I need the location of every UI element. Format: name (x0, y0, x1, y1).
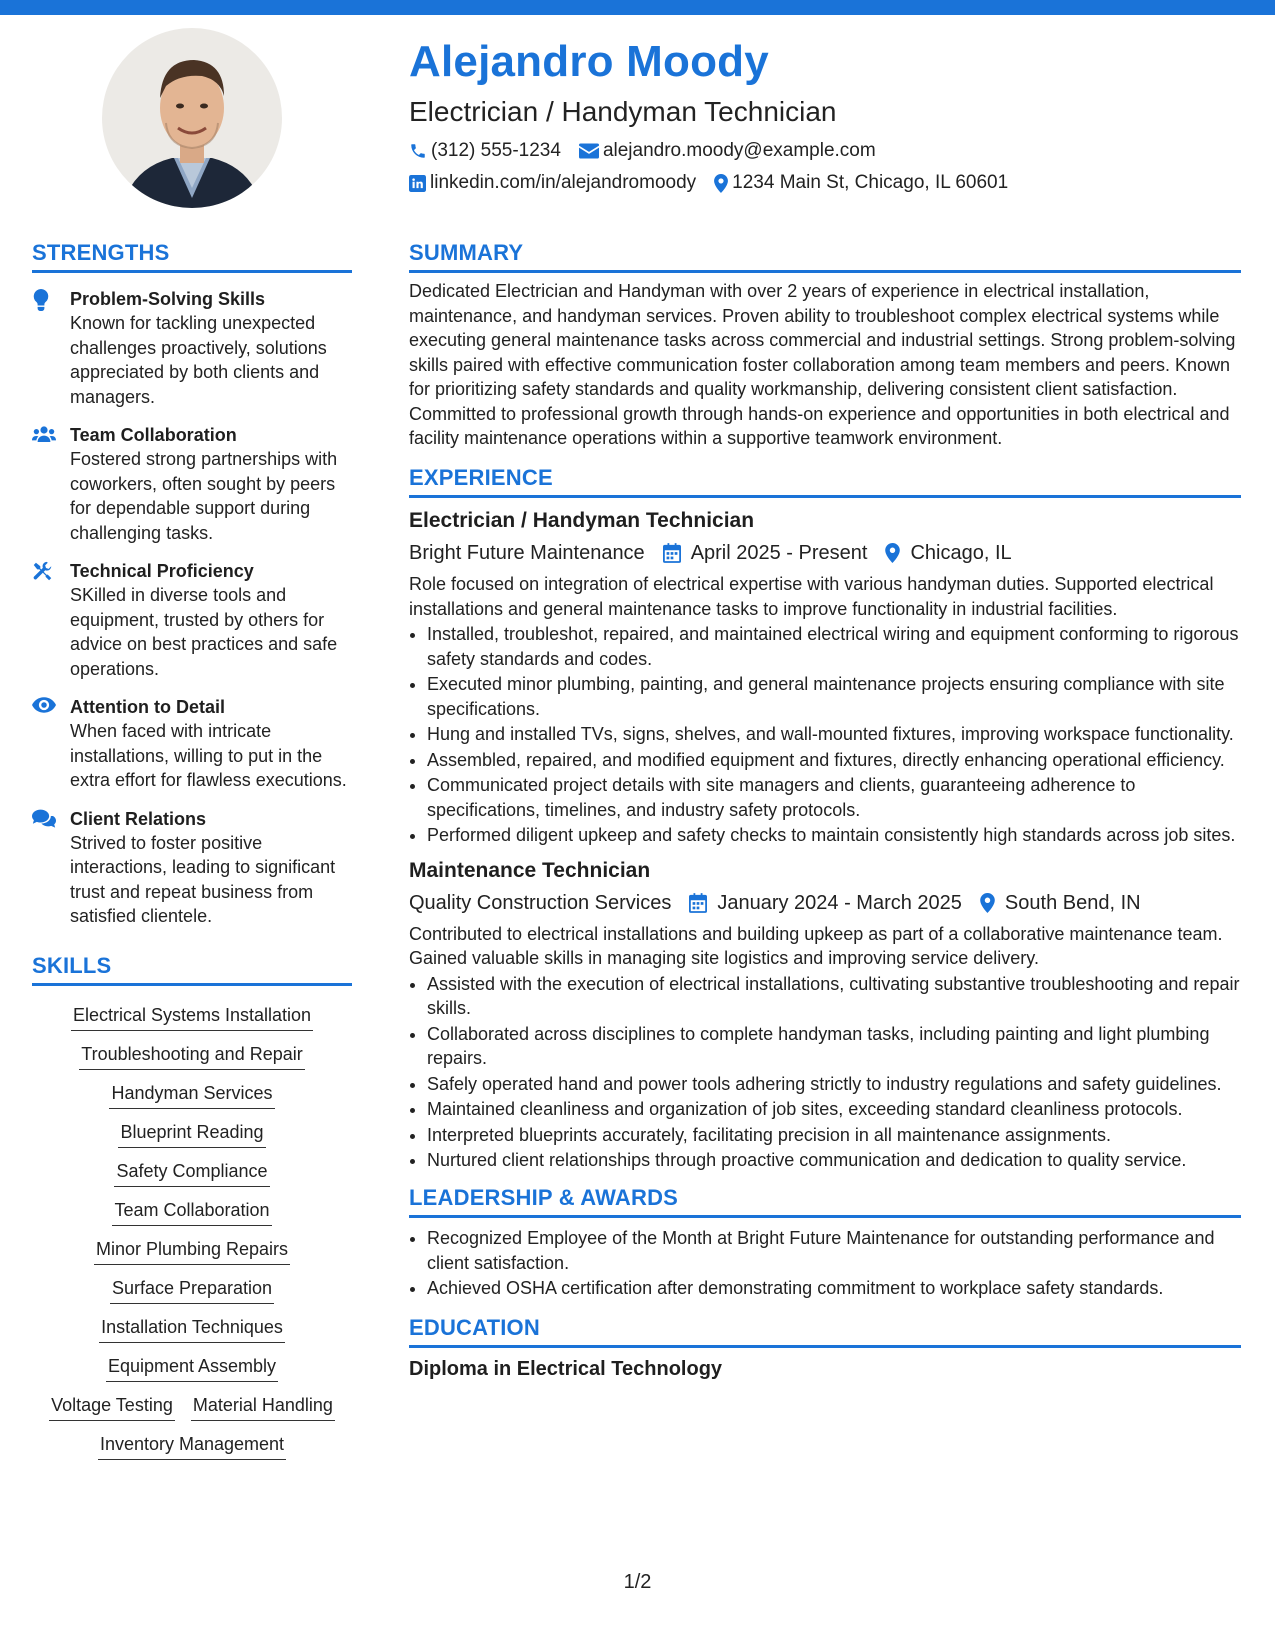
left-column (32, 240, 352, 1460)
job-bullet: • Assembled, repaired, and modified equipment and fixtures, directly enhancing operational efficiency. (427, 748, 1241, 773)
job-bullet: • Communicated project details with site managers and clients, guaranteeing adherence to specifications, timelines, and industry safety protocols. (427, 773, 1241, 822)
candidate-name: Alejandro Moody (409, 37, 769, 86)
profile-photo (102, 28, 282, 208)
strength-item (32, 423, 352, 545)
strength-description: Known for tackling unexpected challenges proactively, solutions appreciated by both clients and managers. (70, 313, 327, 407)
job-dates: January 2024 - March 2025 (717, 891, 962, 914)
calendar-icon (663, 543, 681, 563)
job-bullet: • Maintained cleanliness and organization of job sites, exceeding standard cleanliness protocols. (427, 1097, 1241, 1122)
strength-item (32, 807, 352, 929)
skill-tag: Troubleshooting and Repair (79, 1031, 304, 1070)
strengths-heading: STRENGTHS (32, 240, 352, 273)
skill-tag: Surface Preparation (110, 1265, 274, 1304)
phone-text: (312) 555-1234 (431, 140, 561, 161)
strength-title: Problem-Solving Skills (70, 289, 266, 310)
contact-row-1 (409, 140, 1229, 162)
leadership-bullet: • Achieved OSHA certification after demonstrating commitment to workplace safety standards. (427, 1276, 1241, 1301)
strength-item (32, 559, 352, 681)
linkedin-icon (409, 175, 426, 192)
experience-section (409, 465, 1241, 1173)
linkedin-contact[interactable] (409, 172, 696, 194)
strength-item (32, 695, 352, 793)
strengths-section (32, 240, 352, 929)
job-description: Contributed to electrical installations and building upkeep as part of a collaborative maintenance team. Gained valuable skills in managing site logistics and improving service delivery. (409, 923, 1223, 969)
job-company: Bright Future Maintenance (409, 542, 645, 565)
job-location-item (885, 540, 1011, 566)
job-meta (409, 540, 1241, 566)
strength-title: Attention to Detail (70, 697, 225, 718)
map-pin-icon (885, 543, 900, 563)
leadership-section (409, 1185, 1241, 1301)
top-accent-bar (0, 0, 1275, 15)
strength-title: Team Collaboration (70, 425, 237, 446)
job-description: Role focused on integration of electrical expertise with various handyman duties. Supported electrical installations and general maintenance tasks to improve functionality in industrial facilities. (409, 574, 1214, 619)
strength-description: SKilled in diverse tools and equipment, trusted by others for advice on best practices and safe operations. (70, 585, 338, 679)
skill-tag: Minor Plumbing Repairs (94, 1226, 290, 1265)
job-bullet: • Nurtured client relationships through proactive communication and dedication to quality service. (427, 1148, 1241, 1173)
job-location: Chicago, IL (910, 542, 1012, 565)
job-title: Maintenance Technician (409, 858, 651, 882)
education-heading: EDUCATION (409, 1315, 1241, 1348)
candidate-title: Electrician / Handyman Technician (409, 96, 837, 127)
job-bullet: • Hung and installed TVs, signs, shelves, and wall-mounted fixtures, improving workspace functionality. (427, 722, 1241, 747)
linkedin-text: linkedin.com/in/alejandromoody (430, 172, 697, 193)
skill-tag: Inventory Management (98, 1421, 286, 1460)
education-section (409, 1315, 1241, 1381)
address-contact (714, 172, 1008, 194)
page-number: 1/2 (623, 1571, 652, 1593)
job-location-item (980, 890, 1141, 916)
lightbulb-icon (32, 289, 50, 311)
skills-heading: SKILLS (32, 953, 352, 986)
strength-description: When faced with intricate installations, willing to put in the extra effort for flawless executions. (70, 721, 347, 791)
skill-tag: Safety Compliance (114, 1148, 269, 1187)
resume-header (409, 37, 1229, 194)
job-bullet: • Installed, troubleshot, repaired, and maintained electrical wiring and equipment conforming to rigorous safety standards and codes. (427, 622, 1241, 671)
job-bullet: • Assisted with the execution of electrical installations, cultivating substantive troubleshooting and repair skills. (427, 972, 1241, 1021)
summary-text: Dedicated Electrician and Handyman with over 2 years of experience in electrical installation, maintenance, and handyman services. Proven ability to troubleshoot complex electrical systems while executing general maintenance tasks across commercial and industrial settings. Strong problem-solving skills paired with effective communication foster collaboration among team members and peers. Known for prioritizing safety standards and quality workmanship, delivering consistent client satisfaction. Committed to professional growth through hands-on experience and opportunities in both electrical and facility maintenance operations within a supportive teamwork environment. (409, 281, 1236, 449)
job-location: South Bend, IN (1004, 891, 1141, 914)
skill-tag: Team Collaboration (112, 1187, 271, 1226)
address-text: 1234 Main St, Chicago, IL 60601 (732, 172, 1009, 193)
job-dates: April 2025 - Present (690, 542, 868, 565)
calendar-icon (689, 893, 707, 913)
users-icon (32, 425, 56, 443)
strength-title: Technical Proficiency (70, 561, 254, 582)
job-bullets (409, 972, 1241, 1173)
job-title: Electrician / Handyman Technician (409, 509, 755, 533)
job-entry (409, 508, 1241, 848)
right-column (409, 240, 1241, 1381)
job-company: Quality Construction Services (409, 891, 672, 914)
skill-tag: Installation Techniques (99, 1304, 285, 1343)
strength-item (32, 287, 352, 409)
job-bullet: • Performed diligent upkeep and safety checks to maintain consistently high standards across job sites. (427, 823, 1241, 848)
map-pin-icon (980, 893, 995, 913)
job-dates-item (663, 540, 868, 566)
eye-icon (32, 697, 56, 713)
strength-description: Strived to foster positive interactions, leading to significant trust and repeat business from satisfied clientele. (70, 832, 336, 927)
skills-list (32, 992, 352, 1460)
job-bullet: • Interpreted blueprints accurately, facilitating precision in all maintenance assignments. (427, 1123, 1241, 1148)
strength-title: Client Relations (70, 808, 207, 829)
leadership-heading: LEADERSHIP & AWARDS (409, 1185, 1241, 1218)
strength-description: Fostered strong partnerships with coworkers, often sought by peers for dependable support during challenging tasks. (70, 449, 338, 543)
phone-icon (409, 142, 427, 160)
job-bullet: • Safely operated hand and power tools adhering strictly to industry regulations and safety guidelines. (427, 1072, 1241, 1097)
job-dates-item (689, 890, 962, 916)
summary-heading: SUMMARY (409, 240, 1241, 273)
skills-section (32, 953, 352, 1460)
skill-tag: Electrical Systems Installation (71, 992, 313, 1031)
skill-tag: Handyman Services (109, 1070, 274, 1109)
leadership-bullets (409, 1226, 1241, 1301)
leadership-bullet: • Recognized Employee of the Month at Bright Future Maintenance for outstanding performance and client satisfaction. (427, 1226, 1241, 1275)
contact-row-2 (409, 172, 1229, 194)
education-degree: Diploma in Electrical Technology (409, 1358, 723, 1381)
summary-section (409, 240, 1241, 451)
email-contact[interactable] (579, 140, 876, 162)
envelope-icon (579, 143, 599, 159)
experience-heading: EXPERIENCE (409, 465, 1241, 498)
tools-icon (32, 561, 53, 582)
map-pin-icon (714, 174, 728, 193)
job-meta (409, 890, 1241, 916)
job-bullet: • Executed minor plumbing, painting, and general maintenance projects ensuring compliance with site specifications. (427, 672, 1241, 721)
comments-icon (32, 809, 56, 829)
job-bullet: • Collaborated across disciplines to complete handyman tasks, including painting and light plumbing repairs. (427, 1022, 1241, 1071)
job-bullets (409, 622, 1241, 848)
job-entry (409, 858, 1241, 1173)
skill-tag: Material Handling (191, 1382, 335, 1421)
skill-tag: Equipment Assembly (106, 1343, 278, 1382)
skill-tag: Voltage Testing (49, 1382, 175, 1421)
email-text: alejandro.moody@example.com (602, 140, 876, 161)
phone-contact[interactable] (409, 140, 561, 162)
skill-tag: Blueprint Reading (118, 1109, 265, 1148)
